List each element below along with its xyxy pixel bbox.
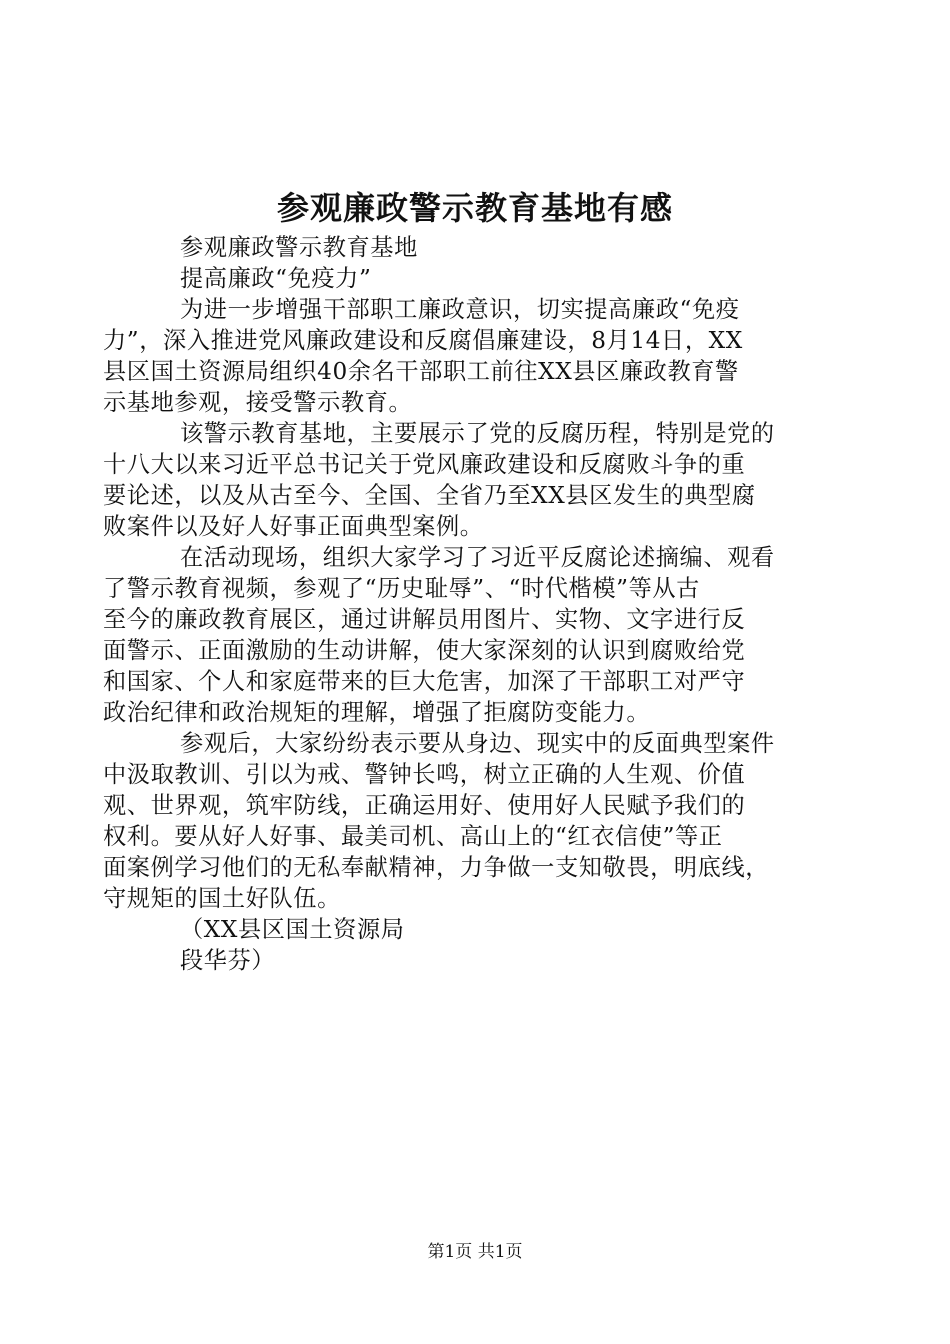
- text-line: 要论述，以及从古至今、全国、全省乃至XX县区发生的典型腐: [103, 482, 756, 509]
- page-footer: 第1页 共1页: [427, 1242, 523, 1262]
- text-line: （XX县区国土资源局: [180, 916, 405, 943]
- text-line: 力”，深入推进党风廉政建设和反腐倡廉建设，8月14日，XX: [103, 327, 743, 354]
- text-line: 参观廉政警示教育基地: [180, 234, 418, 261]
- text-line: 十八大以来习近平总书记关于党风廉政建设和反腐败斗争的重: [103, 451, 746, 478]
- text-line: 守规矩的国土好队伍。: [103, 885, 341, 912]
- text-line: 为进一步增强干部职工廉政意识，切实提高廉政“免疫: [180, 296, 740, 323]
- text-line: 提高廉政“免疫力”: [180, 265, 372, 292]
- text-line: 该警示教育基地，主要展示了党的反腐历程，特别是党的: [180, 420, 775, 447]
- text-line: 权利。要从好人好事、最美司机、高山上的“红衣信使”等正: [103, 823, 723, 850]
- text-line: 败案件以及好人好事正面典型案例。: [103, 513, 484, 540]
- text-line: 政治纪律和政治规矩的理解，增强了拒腐防变能力。: [103, 699, 651, 726]
- text-line: 面警示、正面激励的生动讲解，使大家深刻的认识到腐败给党: [103, 637, 746, 664]
- text-line: 面案例学习他们的无私奉献精神，力争做一支知敬畏，明底线，: [103, 854, 770, 881]
- text-line: 在活动现场，组织大家学习了习近平反腐论述摘编、观看: [180, 544, 775, 571]
- text-line: 了警示教育视频，参观了“历史耻辱”、“时代楷模”等从古: [103, 575, 700, 602]
- text-line: 和国家、个人和家庭带来的巨大危害，加深了干部职工对严守: [103, 668, 746, 695]
- document-title: 参观廉政警示教育基地有感: [276, 189, 673, 227]
- document-body: [103, 232, 838, 976]
- text-line: 示基地参观，接受警示教育。: [103, 389, 413, 416]
- text-line: 参观后，大家纷纷表示要从身边、现实中的反面典型案件: [180, 730, 775, 757]
- text-line: 县区国土资源局组织40余名干部职工前往XX县区廉政教育警: [103, 358, 739, 385]
- text-line: 段华芬）: [180, 947, 276, 974]
- text-line: 观、世界观，筑牢防线，正确运用好、使用好人民赋予我们的: [103, 792, 746, 819]
- text-line: 中汲取教训、引以为戒、警钟长鸣，树立正确的人生观、价值: [103, 761, 746, 788]
- text-line: 至今的廉政教育展区，通过讲解员用图片、实物、文字进行反: [103, 606, 746, 633]
